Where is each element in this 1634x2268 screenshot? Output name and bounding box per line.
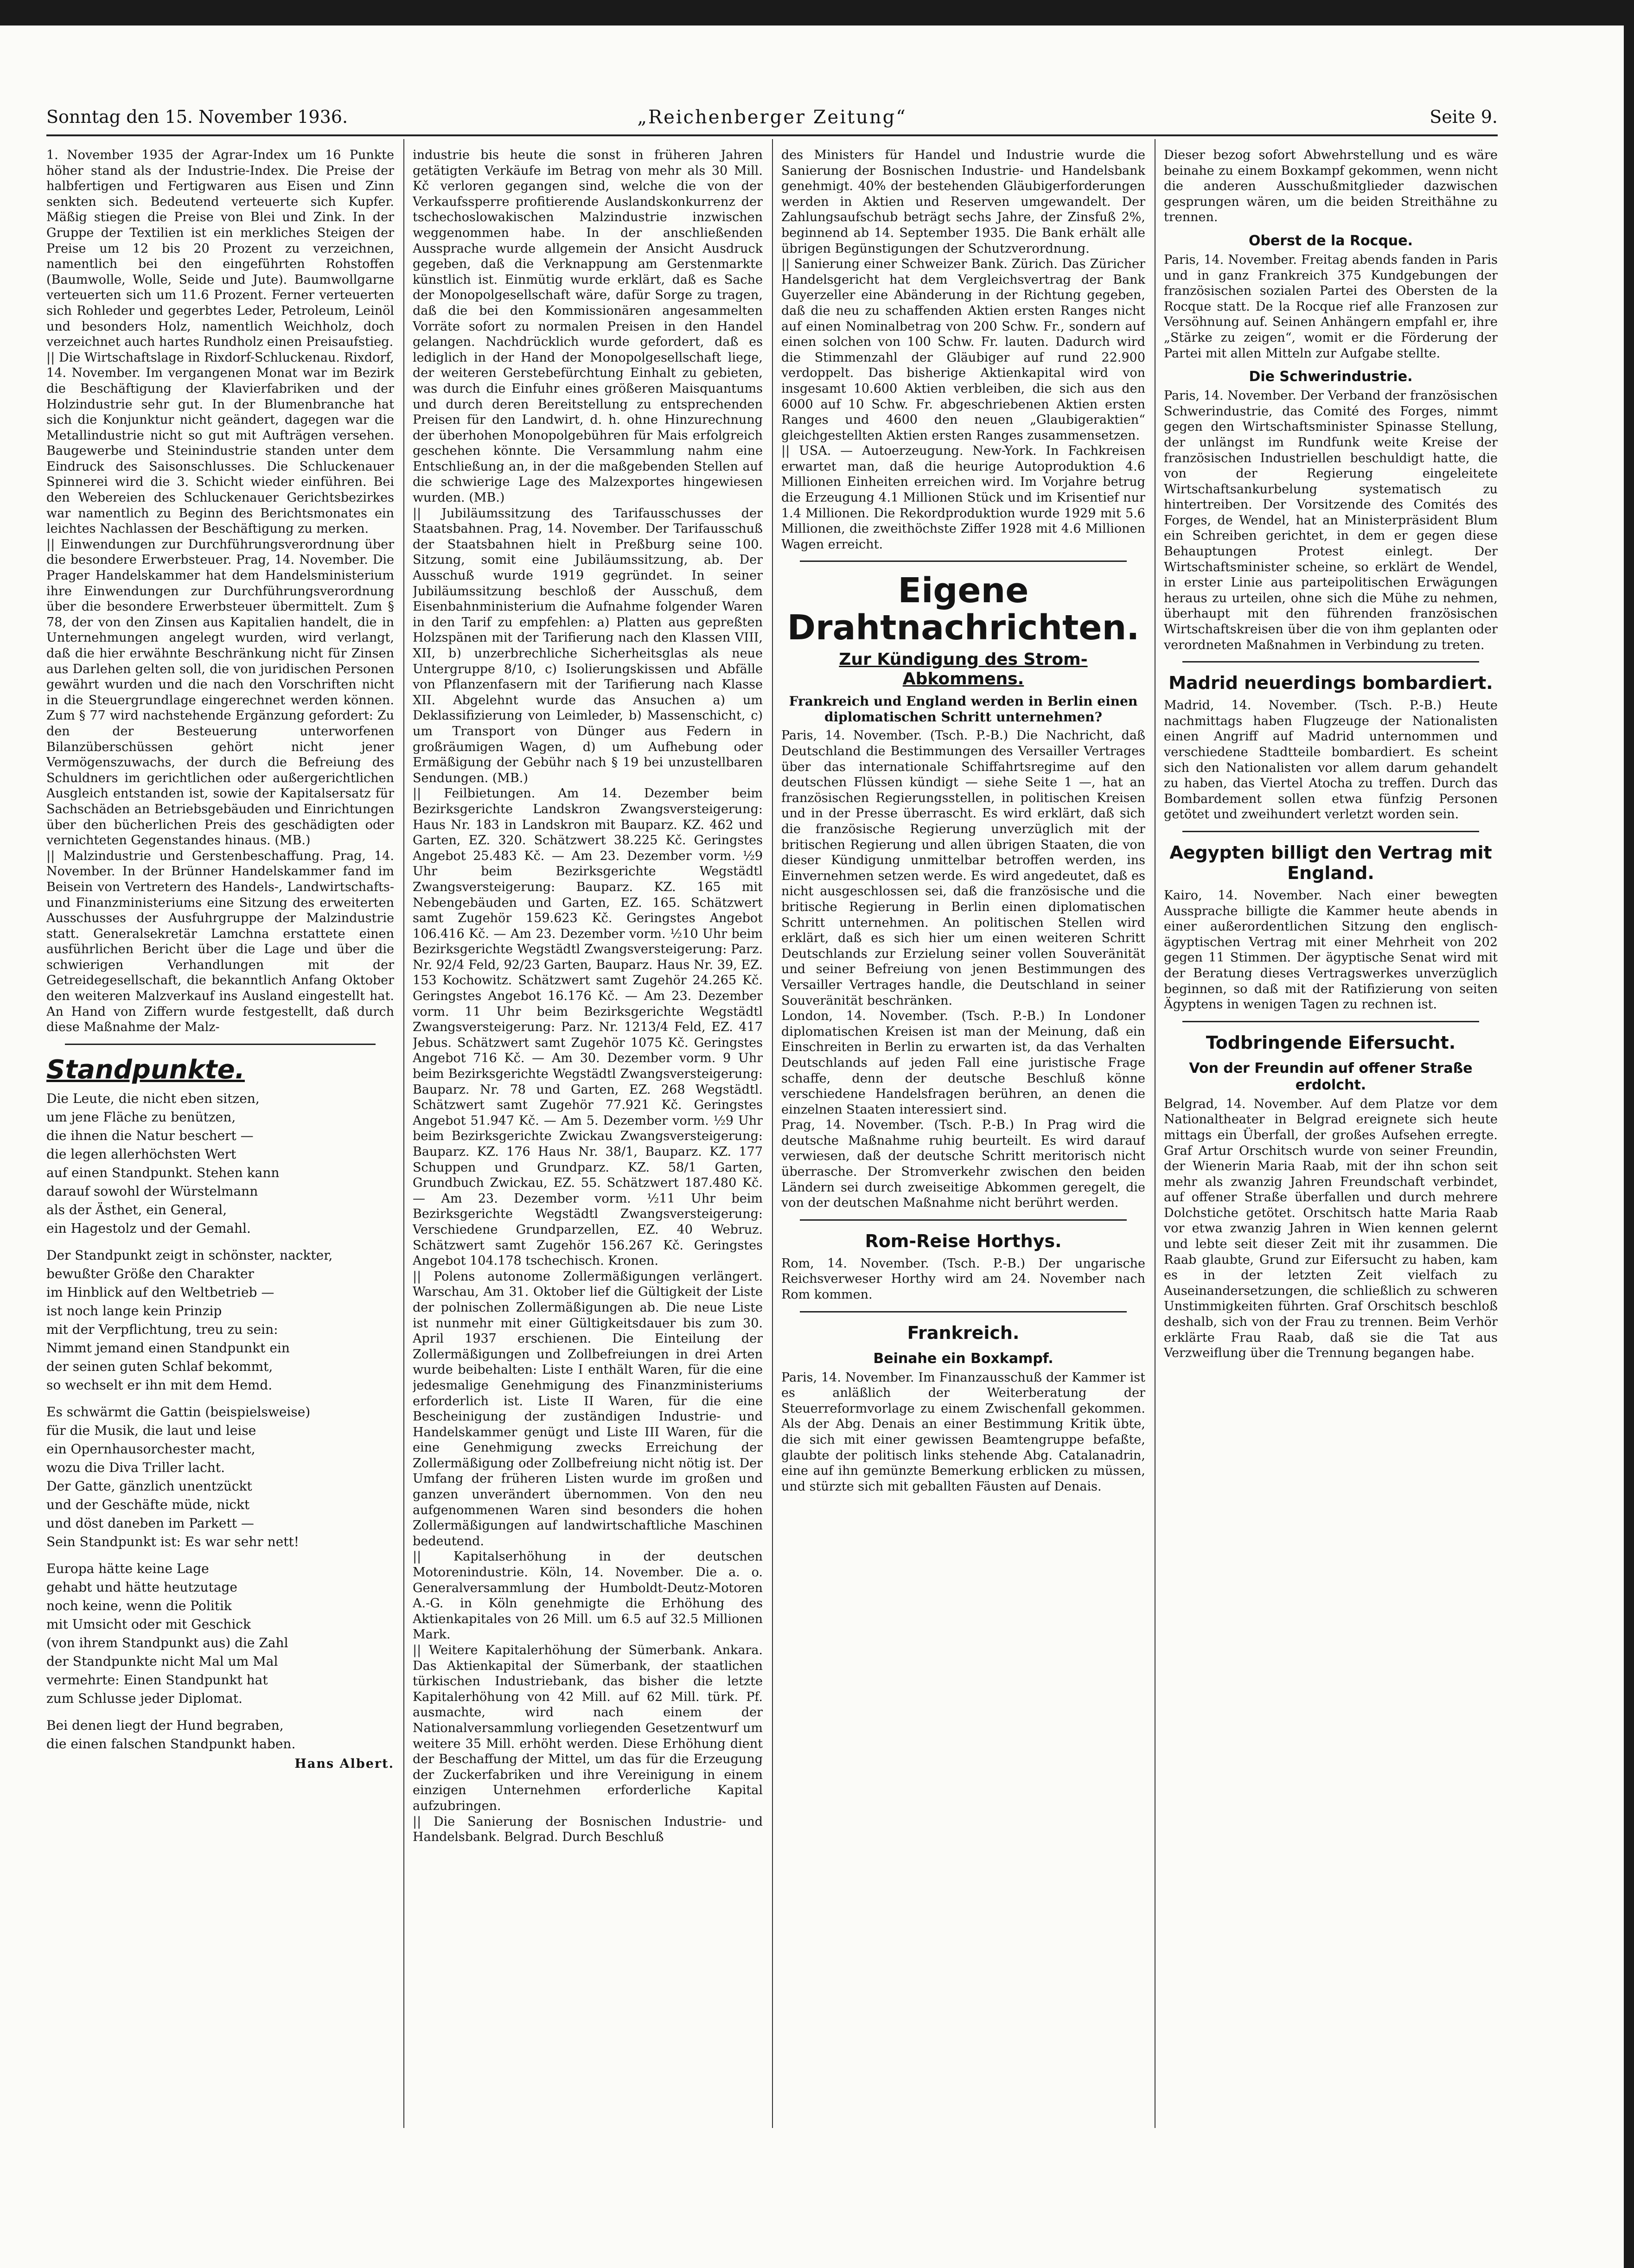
poem-line: ist noch lange kein Prinzip	[46, 1303, 222, 1319]
newspaper-title: „Reichenberger Zeitung“	[637, 107, 907, 128]
feuilleton-title: Standpunkte.	[46, 1054, 245, 1085]
poem-line: der seinen guten Schlaf bekommt,	[46, 1358, 273, 1374]
article-paragraph: Prag, 14. November. (Tsch. P.-B.) In Prag wird die deutsche Maßnahme ruhig beurteilt. Es wird darauf verwiesen, daß der deutsche Schritt meritorisch nicht überrasche. Der Stromverkehr zwischen den beiden Ländern sei durch zweiseitige Abkommen geregelt, die von der deutschen Maßnahme nicht berührt werden.	[781, 1118, 1145, 1210]
poem-line: die legen allerhöchsten Wert	[46, 1146, 236, 1162]
poem	[46, 1089, 394, 1753]
scan-border-top	[0, 0, 1634, 25]
column-3	[781, 147, 1145, 2132]
poem-line: die einen falschen Standpunkt haben.	[46, 1736, 296, 1752]
article-paragraph: Paris, 14. November. Der Verband der französischen Schwerindustrie, das Comité des Forges, nimmt gegen den Wirtschaftsminister Spinasse Stellung, der unlängst im Rundfunk weite Kreise der französischen Industriellen beschuldigt hatte, die von der Regierung eingeleitete Wirtschaftsankurbelung systematisch zu hintertreiben. Der Vorsitzende des Comités des Forges, de Wendel, hat an Ministerpräsident Blum ein Schreiben gerichtet, in dem er gegen diese Behauptungen Protest einlegt. Der Wirtschaftsminister scheine, so erklärt de Wendel, in erster Linie aus parteipolitischen Erwägungen heraus zu urteilen, ohne sich die Mühe zu nehmen, überhaupt mit den führenden französischen Wirtschaftskreisen über die von ihm geplanten oder verordneten Maßnahmen in Verbindung zu treten.	[1164, 389, 1498, 652]
article-paragraph: Rom, 14. November. (Tsch. P.-B.) Der ungarische Reichsverweser Horthy wird am 24. November nach Rom kommen.	[781, 1256, 1145, 1302]
column-rule	[772, 139, 773, 2128]
poem-line: Bei denen liegt der Hund begraben,	[46, 1717, 284, 1733]
column-2	[413, 147, 763, 2132]
article-headline: Oberst de la Rocque.	[1248, 232, 1413, 249]
article-paragraph: || Die Sanierung der Bosnischen Industrie- und Handelsbank. Belgrad. Durch Beschluß	[413, 1814, 763, 1845]
header-rule	[46, 134, 1498, 136]
poem-line: ein Opernhausorchester macht,	[46, 1441, 255, 1457]
article-headline: Todbringende Eifersucht.	[1206, 1032, 1456, 1053]
article-paragraph: Dieser bezog sofort Abwehrstellung und es wäre beinahe zu einem Boxkampf gekommen, wenn nicht die anderen Ausschußmitglieder dazwischen gesprungen wären, um die beiden Streithähne zu trennen.	[1164, 148, 1498, 225]
stanza-break	[46, 1551, 394, 1560]
poem-line: bewußter Größe den Charakter	[46, 1266, 254, 1281]
poem-line: Es schwärmt die Gattin (beispielsweise)	[46, 1404, 311, 1420]
article-headline: Rom-Reise Horthys.	[865, 1230, 1062, 1251]
column-rule	[403, 139, 404, 2128]
poem-line: und döst daneben im Parkett —	[46, 1515, 254, 1531]
poem-line: Die Leute, die nicht eben sitzen,	[46, 1090, 260, 1106]
section-divider	[1182, 661, 1479, 663]
article-paragraph: || USA. — Autoerzeugung. New-York. In Fachkreisen erwartet man, daß die heurige Autoproduktion 4.6 Millionen Einheiten erreichen wird. Im Vorjahre betrug die Erzeugung 4.1 Millionen Stück und im Krisentief nur 1.4 Millionen. Die Rekordproduktion wurde 1929 mit 5.6 Millionen, die zweithöchste Ziffer 1928 mit 4.6 Millionen Wagen erreicht.	[781, 444, 1145, 552]
poem-line: der Standpunkte nicht Mal um Mal	[46, 1653, 278, 1669]
poem-line: ein Hagestolz und der Gemahl.	[46, 1220, 251, 1236]
article-paragraph: || Weitere Kapitalerhöhung der Sümerbank. Ankara. Das Aktienkapital der Sümerbank, der staatlichen türkischen Industriebank, das bisher die letzte Kapitalerhöhung von 42 Mill. auf 62 Mill. türk. Pf. ausmachte, wird nach einem der Nationalversammlung vorliegenden Gesetzentwurf um weitere 35 Mill. erhöht werden. Diese Erhöhung dient der Beschaffung der Mittel, um das für die Erzeugung der Zuckerfabriken und ihre Vereinigung in einem einzigen Unternehmen erforderliche Kapital aufzubringen.	[413, 1643, 763, 1813]
article-subheadline: Von der Freundin auf offener Straße erdolcht.	[1189, 1060, 1473, 1093]
poem-line: als der Ästhet, ein General,	[46, 1202, 227, 1217]
section-divider	[1182, 831, 1479, 832]
poem-author: Hans Albert.	[294, 1756, 394, 1771]
article-headline: Die Schwerindustrie.	[1249, 369, 1413, 385]
poem-line: im Hinblick auf den Weltbetrieb —	[46, 1284, 274, 1300]
section-divider	[1182, 1021, 1479, 1022]
poem-line: darauf sowohl der Würstelmann	[46, 1183, 258, 1199]
article-paragraph: || Polens autonome Zollermäßigungen verlängert. Warschau, Am 31. Oktober lief die Gültigkeit der Liste der polnischen Zollermäßigungen ab. Die neue Liste ist nunmehr mit einer Gültigkeitsdauer bis zum 30. April 1937 erschienen. Die Einteilung der Zollermäßigungen und Zollbefreiungen in drei Arten wurde beibehalten: Liste I enthält Waren, für die eine jedesmalige Genehmigung des Finanzministeriums erforderlich ist. Liste II Waren, für die eine Bescheinigung der zuständigen Industrie- und Handelskammer genügt und Liste III Waren, für die eine Genehmigung zwecks Erreichung der Zollermäßigung oder Zollbefreiung nicht nötig ist. Der Umfang der früheren Listen wurde im großen und ganzen unverändert übernommen. Von den neu aufgenommenen Waren sind besonders die hohen Zollermäßigungen auf landwirtschaftliche Maschinen bedeutend.	[413, 1269, 763, 1548]
article-paragraph: Kairo, 14. November. Nach einer bewegten Aussprache billigte die Kammer heute abends in einer außerordentlichen Sitzung den englisch-ägyptischen Vertrag mit einer Mehrheit von 202 gegen 11 Stimmen. Der ägyptische Senat wird mit der Beratung dieses Vertragswerkes unverzüglich beginnen, so daß mit der Ratifizierung von seiten Ägyptens in wenigen Tagen zu rechnen ist.	[1164, 888, 1498, 1012]
poem-line: noch keine, wenn die Politik	[46, 1598, 232, 1613]
article-paragraph: Madrid, 14. November. (Tsch. P.-B.) Heute nachmittags haben Flugzeuge der Nationalisten einen Angriff auf Madrid unternommen und verschiedene Stadtteile bombardiert. Es scheint sich den Nationalisten vor allem darum gehandelt zu haben, das Viertel Atocha zu treffen. Durch das Bombardement sollen etwa fünfzig Personen getötet und zweihundert verletzt worden sein.	[1164, 698, 1498, 822]
article-paragraph: Paris, 14. November. (Tsch. P.-B.) Die Nachricht, daß Deutschland die Bestimmungen des Versailler Vertrages über das internationale Schiffahrtsregime auf den deutschen Flüssen kündigt — siehe Seite 1 —, hat an französischen Regierungsstellen, in politischen Kreisen und in der Presse überrascht. Es wird erklärt, daß sich die französische Regierung unverzüglich mit der britischen Regierung und allen übrigen Staaten, die von dieser Kündigung unmittelbar betroffen werden, ins Einvernehmen setzen werde. Es wird angedeutet, daß es nicht ausgeschlossen sei, daß die französische und die britische Regierung in Berlin einen diplomatischen Schritt unternehmen. An politischen Stellen wird erklärt, daß es sich hier um einen weiteren Schritt Deutschlands zur Erzielung seiner vollen Souveränität und seiner Befreiung von jenen Bestimmungen des Versailler Vertrages handle, die Deutschland in seiner Souveränität beschränken.	[781, 728, 1145, 1008]
section-subtitle: Zur Kündigung des Strom-Abkommens.	[839, 650, 1088, 689]
section-divider	[65, 1044, 376, 1045]
scan-border-right	[1624, 0, 1634, 2268]
poem-line: Sein Standpunkt ist: Es war sehr nett!	[46, 1534, 300, 1549]
section-title: Eigene Drahtnachrichten.	[787, 571, 1140, 648]
column-1	[46, 147, 394, 2132]
article-paragraph: Belgrad, 14. November. Auf dem Platze vor dem Nationaltheater in Belgrad ereignete sich heute mittags ein Überfall, der großes Aufsehen erregte. Graf Artur Orschitsch wurde von seiner Freundin, der Wienerin Maria Raab, mit der ihn schon seit mehr als zwanzig Jahren Freundschaft verbindet, auf offener Straße überfallen und durch mehrere Dolchstiche getötet. Orschitsch hatte Maria Raab vor etwa zwanzig Jahren in Wien kennen gelernt und lebte seit dieser Zeit mit ihr zusammen. Die Raab glaubte, Grund zur Eifersucht zu haben, kam es in der letzten Zeit vielfach zu Auseinandersetzungen, die schließlich zu schweren Unstimmigkeiten führten. Graf Orschitsch beschloß deshalb, sich von der Frau zu trennen. Beim Verhör erklärte Frau Raab, daß sie die Tat aus Verzweiflung über die Trennung begangen habe.	[1164, 1096, 1498, 1361]
poem-line: wozu die Diva Triller lacht.	[46, 1459, 225, 1475]
article-paragraph: Paris, 14. November. Im Finanzausschuß der Kammer ist es anläßlich der Weiterberatung der Steuerreformvorlage zu einem Zwischenfall gekommen. Als der Abg. Denais an einer Bestimmung Kritik übte, die sich mit einer gewissen Beamtengruppe befaßte, glaubte der politisch links stehende Abg. Catalanadrin, eine auf ihn gemünzte Bemerkung erblicken zu müssen, und stürzte sich mit geballten Fäusten auf Denais.	[781, 1370, 1145, 1494]
stanza-break	[46, 1708, 394, 1716]
article-paragraph: industrie bis heute die sonst in früheren Jahren getätigten Verkäufe im Betrag von mehr als 30 Mill. Kč verloren gegangen sind, welche die von der Verkaufssperre profitierende Auslandskonkurrenz der tschechoslowakischen Malzindustrie inzwischen weggenommen habe. In der anschließenden Aussprache wurde allgemein der Ansicht Ausdruck gegeben, daß die Verknappung am Gerstenmarkte künstlich ist. Einmütig wurde erklärt, daß es Sache der Monopolgesellschaft wäre, dafür Sorge zu tragen, daß die bei den Kommissionären angesammelten Vorräte sofort zu normalen Preisen in den Handel gelangen. Nachdrücklich wurde gefordert, daß es lediglich in der Hand der Monopolgesellschaft liege, der weiteren Gerstebefürchtung Einhalt zu gebieten, was durch die Einfuhr eines größeren Maisquantums und durch deren Bereitstellung zu entsprechenden Preisen für den Landwirt, d. h. ohne Hinzurechnung der überhohen Monopolgebühren für Mais erfolgreich geschehen könnte. Die Versammlung nahm eine Entschließung an, in der die maßgebenden Stellen auf die schwierige Lage des Malzexportes hingewiesen wurden. (MB.)	[413, 148, 763, 505]
section-divider	[800, 561, 1127, 562]
article-paragraph: || Malzindustrie und Gerstenbeschaffung. Prag, 14. November. In der Brünner Handelskammer fand im Beisein von Vertretern des Handels-, Landwirtschafts- und Finanzministeriums eine Sitzung des erweiterten Ausschusses der Ausfuhrgruppe der Malzindustrie statt. Generalsekretär Lamchna erstattete einen ausführlichen Bericht über die Lage und über die schwierigen Verhandlungen mit der Getreidegesellschaft, die bekanntlich Anfang Oktober den weiteren Malzverkauf ins Ausland eingestellt hat. An Hand von Ziffern wurde festgestellt, daß durch diese Maßnahme der Malz-	[46, 848, 394, 1035]
stanza-break	[46, 1395, 394, 1403]
article-paragraph: || Kapitalserhöhung in der deutschen Motorenindustrie. Köln, 14. November. Die a. o. Generalversammlung der Humboldt-Deutz-Motoren A.-G. in Köln genehmigte die Erhöhung des Aktienkapitales von 26 Mill. um 6.5 auf 32.5 Millionen Mark.	[413, 1549, 763, 1642]
stanza-break	[46, 1238, 394, 1246]
poem-line: vermehrte: Einen Standpunkt hat	[46, 1672, 268, 1688]
poem-line: und der Geschäfte müde, nickt	[46, 1497, 250, 1512]
poem-line: Der Standpunkt zeigt in schönster, nackter,	[46, 1247, 333, 1263]
section-divider	[800, 1311, 1127, 1312]
article-paragraph: || Jubiläumssitzung des Tarifausschusses der Staatsbahnen. Prag, 14. November. Der Tarifausschuß der Staatsbahnen hielt in Preßburg seine 100. Sitzung, somit eine Jubiläumssitzung, ab. Der Ausschuß wurde 1919 gegründet. In seiner Jubiläumssitzung beschloß der Ausschuß, dem Eisenbahnministerium die Aufnahme folgender Waren in den Tarif zu empfehlen: a) Platten aus gepreßten Holzspänen mit der Tarifierung nach den Klassen VIII, XII, b) unzerbrechliche Sicherheitsglas als neue Untergruppe 8/10, c) Isolierungskissen und Abfälle von Pflanzenfasern mit der Tarifierung nach Klasse XII. Abgelehnt wurde das Ansuchen a) um Deklassifizierung von Leimleder, b) Massenschicht, c) um Transport von Dünger aus Federn in großräumigen Wagen, d) um Aufhebung oder Ermäßigung der Gebühr nach § 19 bei unzustellbaren Sendungen. (MB.)	[413, 506, 763, 785]
poem-line: Nimmt jemand einen Standpunkt ein	[46, 1340, 290, 1356]
article-paragraph: || Feilbietungen. Am 14. Dezember beim Bezirksgerichte Landskron Zwangsversteigerung: Haus Nr. 183 in Landskron mit Bauparz. KZ. 462 und Garten, EZ. 320. Schätzwert 38.225 Kč. Geringstes Angebot 25.483 Kč. — Am 23. Dezember vorm. ½9 Uhr beim Bezirksgerichte Wegstädtl Zwangsversteigerung: Bauparz. KZ. 165 mit Nebengebäuden und Garten, EZ. 165. Schätzwert samt Zugehör 159.623 Kč. Geringstes Angebot 106.416 Kč. — Am 23. Dezember vorm. ½10 Uhr beim Bezirksgerichte Wegstädtl Zwangsversteigerung: Parz. Nr. 92/4 Feld, 92/23 Garten, Bauparz. Haus Nr. 39, EZ. 153 Kochowitz. Schätzwert samt Zugehör 24.265 Kč. Geringstes Angebot 16.176 Kč. — Am 23. Dezember vorm. 11 Uhr beim Bezirksgerichte Wegstädtl Zwangsversteigerung: Parz. Nr. 1213/4 Feld, EZ. 417 Jebus. Schätzwert samt Zugehör 1075 Kč. Geringstes Angebot 716 Kč. — Am 30. Dezember vorm. 9 Uhr beim Bezirksgerichte Wegstädtl Zwangsversteigerung: Bauparz. Nr. 78 und Garten, EZ. 268 Wegstädtl. Schätzwert samt Zugehör 77.921 Kč. Geringstes Angebot 51.947 Kč. — Am 5. Dezember vorm. ½9 Uhr beim Bezirksgerichte Zwickau Zwangsversteigerung: Bauparz. KZ. 176 Haus Nr. 38/1, Bauparz. KZ. 177 Schuppen und Grundparz. KZ. 58/1 Garten, Grundbuch Zwickau, EZ. 55. Schätzwert 187.480 Kč. — Am 23. Dezember vorm. ½11 Uhr beim Bezirksgerichte Wegstädtl Zwangsversteigerung: Verschiedene Grundparzellen, EZ. 40 Webruz. Schätzwert samt Zugehör 156.267 Kč. Geringstes Angebot 104.178 tschechisch. Kronen.	[413, 786, 763, 1268]
section-divider	[800, 1219, 1127, 1221]
poem-line: Der Gatte, gänzlich unentzückt	[46, 1478, 252, 1494]
article-paragraph: 1. November 1935 der Agrar-Index um 16 Punkte höher stand als der Industrie-Index. Die Preise der halbfertigen und Fertigwaren aus Eisen und Zinn senkten sich. Bedeutend verteuerte sich Kupfer. Mäßig stiegen die Preise von Blei und Zink. In der Gruppe der Textilien ist ein merkliches Steigen der Preise um 12 bis 20 Prozent zu verzeichnen, namentlich bei den eingeführten Rohstoffen (Baumwolle, Wolle, Seide und Jute). Baumwollgarne verteuerten sich um 11.6 Prozent. Ferner verteuerten sich Rohleder und gegerbtes Leder, Petroleum, Leinöl und besonders Holz, namentlich Weichholz, doch verzeichnet auch hartes Rundholz einen Preisaufstieg.	[46, 148, 394, 350]
poem-line: zum Schlusse jeder Diplomat.	[46, 1690, 243, 1706]
poem-line: (von ihrem Standpunkt aus) die Zahl	[46, 1635, 288, 1650]
article-subheadline: Beinahe ein Boxkampf.	[873, 1350, 1053, 1367]
article-headline: Frankreich.	[907, 1322, 1020, 1343]
poem-line: so wechselt er ihn mit dem Hemd.	[46, 1377, 273, 1393]
article-paragraph: || Sanierung einer Schweizer Bank. Zürich. Das Züricher Handelsgericht hat dem Vergleichsvertrag der Bank Guyerzeller eine Abänderung in der Richtung gegeben, daß die neu zu schaffenden Aktien ersten Ranges nicht auf einen Nominalbetrag von 200 Schw. Fr., sondern auf einen solchen von 100 Schw. Fr. lauten. Dadurch wird die Stimmenzahl der Gläubiger auf rund 22.900 verdoppelt. Das bisherige Aktienkapital wird von insgesamt 10.600 Aktien verbleiben, die sich aus den 6000 auf 10 Schw. Fr. abgeschriebenen Aktien ersten Ranges und 4600 den neuen „Glaubigeraktien“ gleichgestellten Aktien ersten Ranges zusammensetzen.	[781, 257, 1145, 443]
poem-line: mit Umsicht oder mit Geschick	[46, 1616, 251, 1632]
article-headline: Aegypten billigt den Vertrag mit England.	[1169, 842, 1492, 883]
issue-date: Sonntag den 15. November 1936.	[46, 107, 348, 127]
article-paragraph: London, 14. November. (Tsch. P.-B.) In Londoner diplomatischen Kreisen ist man der Meinung, daß ein Einschreiten in Berlin zu erwarten ist, da das Verhalten Deutschlands auf jeden Fall eine juristische Frage schaffe, denn der deutsche Beschluß könne verschiedene Handelsfragen berühren, an denen die einzelnen Staaten interessiert sind.	[781, 1009, 1145, 1117]
poem-line: die ihnen die Natur beschert —	[46, 1128, 254, 1143]
poem-line: auf einen Standpunkt. Stehen kann	[46, 1165, 280, 1180]
article-paragraph: Paris, 14. November. Freitag abends fanden in Paris und in ganz Frankreich 375 Kundgebungen der französischen sozialen Partei des Obersten de la Rocque statt. De la Rocque rief alle Franzosen zur Versöhnung auf. Seinen Anhängern empfahl er, ihre „Stärke zu zeigen“, womit er die Förderung der Partei mit allen Mitteln zur Aufgabe stellte.	[1164, 252, 1498, 361]
article-lead: Frankreich und England werden in Berlin einen diplomatischen Schritt unternehmen?	[789, 694, 1138, 725]
page-number: Seite 9.	[1430, 107, 1498, 127]
article-paragraph: des Ministers für Handel und Industrie wurde die Sanierung der Bosnischen Industrie- und Handelsbank genehmigt. 40% der bestehenden Gläubigerforderungen werden in Aktien und Reserven umgewandelt. Der Zahlungsaufschub beträgt sechs Jahre, der Zinsfuß 2%, beginnend ab 14. September 1935. Die Bank erhält alle übrigen Begünstigungen der Schutzverordnung.	[781, 148, 1145, 256]
poem-line: mit der Verpflichtung, treu zu sein:	[46, 1321, 278, 1337]
article-paragraph: || Die Wirtschaftslage in Rixdorf-Schluckenau. Rixdorf, 14. November. Im vergangenen Monat war im Bezirk die Beschäftigung der Klavierfabriken und der Holzindustrie sehr gut. In der Blumenbranche hat sich die Konjunktur nicht geändert, dagegen war die Metallindustrie nicht so gut mit Aufträgen versehen. Baugewerbe und Steinindustrie standen unter dem Eindruck des Saisonschlusses. Die Schluckenauer Spinnerei wird die 3. Schicht wieder einführen. Bei den Webereien des Schluckenauer Gerichtsbezirkes war namentlich zu Beginn des Berichtsmonates ein leichtes Nachlassen der Beschäftigung zu merken.	[46, 350, 394, 536]
poem-line: für die Musik, die laut und leise	[46, 1422, 256, 1438]
poem-line: um jene Fläche zu benützen,	[46, 1109, 236, 1125]
article-paragraph: || Einwendungen zur Durchführungsverordnung über die besondere Erwerbsteuer. Prag, 14. November. Die Prager Handelskammer hat dem Handelsministerium ihre Einwendungen zur Durchführungsverordnung über die besondere Erwerbsteuer übermittelt. Zum § 78, der von den Zinsen aus Kapitalien handelt, die in Unternehmungen angelegt wurden, wird verlangt, daß die hier erwähnte Beschränkung nicht für Zinsen aus Darlehen gelten soll, die von juridischen Personen gewährt wurden und die nach den Vorschriften nicht in die Steuergrundlage eingerechnet werden können. Zum § 77 wird nachstehende Ergänzung gefordert: Zu den der Besteuerung unterworfenen Bilanzüberschüssen gehört nicht jener Vermögenszuwachs, der durch die Befreiung des Schuldners im gerichtlichen oder außergerichtlichen Ausgleich entstanden ist, sowie der Kapitalsersatz für Sachschäden an Betriebsgebäuden und Einrichtungen über den bücherlichen Preis des geschädigten oder vernichteten Gegenstandes hinaus. (MB.)	[46, 537, 394, 848]
poem-line: gehabt und hätte heutzutage	[46, 1579, 238, 1595]
poem-line: Europa hätte keine Lage	[46, 1561, 209, 1576]
column-4	[1164, 147, 1498, 2132]
article-headline: Madrid neuerdings bombardiert.	[1168, 673, 1493, 694]
